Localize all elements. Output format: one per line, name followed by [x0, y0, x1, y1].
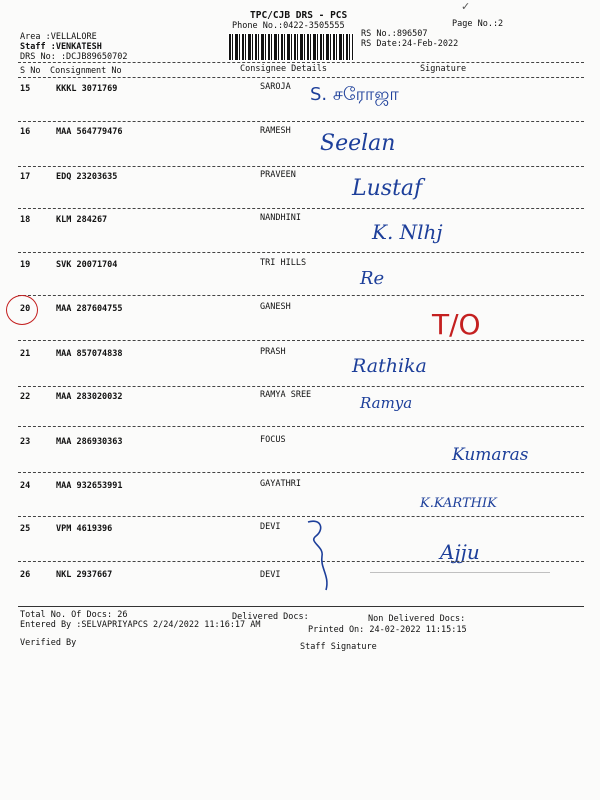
row-sno: 23 [20, 437, 31, 447]
page-number: Page No.:2 [452, 19, 504, 29]
area-label: Area :VELLALORE [20, 32, 97, 42]
row-divider [18, 252, 584, 253]
row-sno: 19 [20, 260, 31, 270]
faint-stamp-mark [370, 572, 550, 587]
row-divider [18, 121, 584, 122]
row-signature: S. சரோஜா [310, 84, 399, 105]
row-sno: 17 [20, 172, 31, 182]
rs-date: RS Date:24-Feb-2022 [361, 39, 459, 49]
document-title: TPC/CJB DRS - PCS [250, 10, 348, 21]
row-consignee: GAYATHRI [260, 479, 301, 489]
row-signature: Re [360, 268, 385, 289]
row-divider [18, 340, 584, 341]
row-consignee: SAROJA [260, 82, 291, 92]
row-divider [18, 295, 584, 296]
row-consignee: GANESH [260, 302, 291, 312]
barcode [228, 33, 354, 61]
phone-number: Phone No.:0422-3505555 [232, 21, 345, 31]
row-consignment: VPM 4619396 [56, 524, 113, 534]
row-divider [18, 426, 584, 427]
column-header-consignment: Consignment No [50, 66, 122, 76]
row-consignment: NKL 2937667 [56, 570, 113, 580]
row-signature: T/O [432, 308, 481, 341]
scribble-stroke [300, 516, 360, 596]
column-header-sno: S No [20, 66, 41, 76]
row-sno: 18 [20, 215, 31, 225]
row-consignee: FOCUS [260, 435, 286, 445]
row-sno: 15 [20, 84, 31, 94]
row-sno: 25 [20, 524, 31, 534]
column-header-signature: Signature [420, 64, 467, 74]
row-consignee: DEVI [260, 522, 281, 532]
row-consignment: MAA 857074838 [56, 349, 123, 359]
row-consignment: KKKL 3071769 [56, 84, 118, 94]
verified-by: Verified By [20, 638, 77, 648]
footer-divider [18, 606, 584, 607]
delivered-docs: Delivered Docs: [232, 612, 309, 622]
row-consignment: MAA 287604755 [56, 304, 123, 314]
row-consignment: MAA 932653991 [56, 481, 123, 491]
row-sno: 16 [20, 127, 31, 137]
drs-number: DRS No: :DCJB89650702 [20, 52, 128, 62]
row-consignee: TRI HILLS [260, 258, 307, 268]
row-signature: Seelan [320, 131, 396, 156]
staff-signature-label: Staff Signature [300, 642, 377, 652]
row-consignment: KLM 284267 [56, 215, 108, 225]
row-signature: Ajju [440, 540, 480, 564]
header-divider-bottom [18, 77, 584, 78]
row-signature: Kumaras [452, 445, 529, 465]
rs-number: RS No.:896507 [361, 29, 428, 39]
row-consignment: MAA 286930363 [56, 437, 123, 447]
column-header-consignee: Consignee Details [240, 64, 327, 74]
row-sno: 24 [20, 481, 31, 491]
row-sno: 21 [20, 349, 31, 359]
row-consignee: DEVI [260, 570, 281, 580]
row-consignment: MAA 564779476 [56, 127, 123, 137]
row-signature: K.KARTHIK [420, 496, 497, 511]
row-signature: Rathika [352, 355, 427, 377]
row-consignee: RAMESH [260, 126, 291, 136]
row-sno: 26 [20, 570, 31, 580]
row-consignee: PRASH [260, 347, 286, 357]
row-consignee: NANDHINI [260, 213, 301, 223]
row-signature: K. Nlhj [372, 220, 443, 244]
row-signature: Ramya [360, 394, 413, 412]
row-divider [18, 472, 584, 473]
row-consignee: PRAVEEN [260, 170, 296, 180]
row-sno: 20 [20, 304, 31, 314]
row-consignment: EDQ 23203635 [56, 172, 118, 182]
row-sno: 22 [20, 392, 31, 402]
staff-label: Staff :VENKATESH [20, 42, 102, 52]
row-consignee: RAMYA SREE [260, 390, 312, 400]
row-consignment: SVK 20071704 [56, 260, 118, 270]
non-delivered-docs: Non Delivered Docs: [368, 614, 466, 624]
row-divider [18, 208, 584, 209]
row-divider [18, 166, 584, 167]
total-docs: Total No. Of Docs: 26 [20, 610, 128, 620]
row-signature: Lustaf [352, 176, 423, 201]
pen-tick-mark: ✓ [461, 0, 471, 13]
header-divider-top [18, 62, 584, 63]
printed-on: Printed On: 24-02-2022 11:15:15 [308, 625, 467, 635]
row-divider [18, 386, 584, 387]
row-consignment: MAA 283020032 [56, 392, 123, 402]
entered-by: Entered By :SELVAPRIYAPCS 2/24/2022 11:16:17 AM [20, 620, 261, 630]
